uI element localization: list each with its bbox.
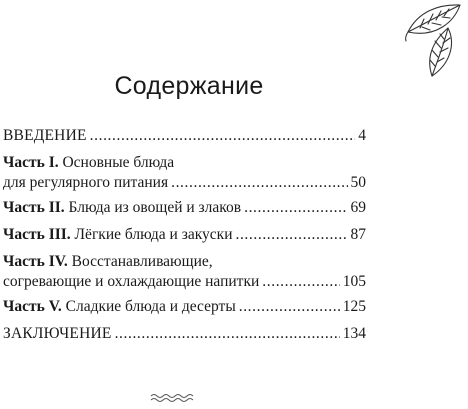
toc-entry-outro[interactable]: [3, 324, 366, 344]
toc-entry-part-4[interactable]: [3, 252, 366, 292]
wavy-ornament-icon: [150, 393, 196, 403]
toc-entry-title: ВВЕДЕНИЕ: [3, 127, 87, 144]
toc-entry-title: Лёгкие блюда и закуски: [74, 226, 233, 243]
dot-leader: [115, 324, 340, 344]
part-label: Часть I.: [3, 154, 59, 171]
toc-entry-title: ЗАКЛЮЧЕНИЕ: [3, 325, 112, 342]
toc-page-number: 105: [342, 273, 366, 290]
part-label: Часть III.: [3, 226, 71, 243]
toc-entry-intro[interactable]: [3, 126, 366, 146]
dot-leader: [239, 297, 340, 317]
table-of-contents: [3, 126, 366, 344]
part-label: Часть V.: [3, 298, 62, 315]
toc-page-number: 69: [350, 199, 366, 216]
toc-entry-part-3[interactable]: [3, 225, 366, 245]
toc-entry-part-5[interactable]: [3, 297, 366, 317]
toc-page-number: 125: [342, 298, 366, 315]
dot-leader: [262, 272, 339, 292]
part-label: Часть IV.: [3, 253, 68, 270]
dot-leader: [235, 225, 347, 245]
dot-leader: [90, 126, 356, 146]
toc-entry-title: Восстанавливающие,: [71, 253, 213, 270]
toc-entry-title-continued: согревающие и охлаждающие напитки: [3, 273, 260, 290]
toc-page-number: 134: [342, 325, 366, 342]
page-title: Содержание: [114, 72, 264, 100]
toc-entry-title: Сладкие блюда и десерты: [65, 298, 236, 315]
toc-page-number: 50: [350, 174, 366, 191]
toc-entry-title: Блюда из овощей и злаков: [68, 199, 242, 216]
toc-entry-part-1[interactable]: [3, 153, 366, 193]
toc-entry-part-2[interactable]: [3, 198, 366, 218]
toc-page-number: 4: [358, 127, 366, 144]
toc-entry-title-continued: для регулярного питания: [3, 174, 169, 191]
dot-leader: [244, 198, 347, 218]
part-label: Часть II.: [3, 199, 65, 216]
leaf-illustration-icon: [404, 2, 464, 78]
toc-page-number: 87: [350, 226, 366, 243]
dot-leader: [171, 173, 347, 193]
toc-entry-title: Основные блюда: [62, 154, 175, 171]
